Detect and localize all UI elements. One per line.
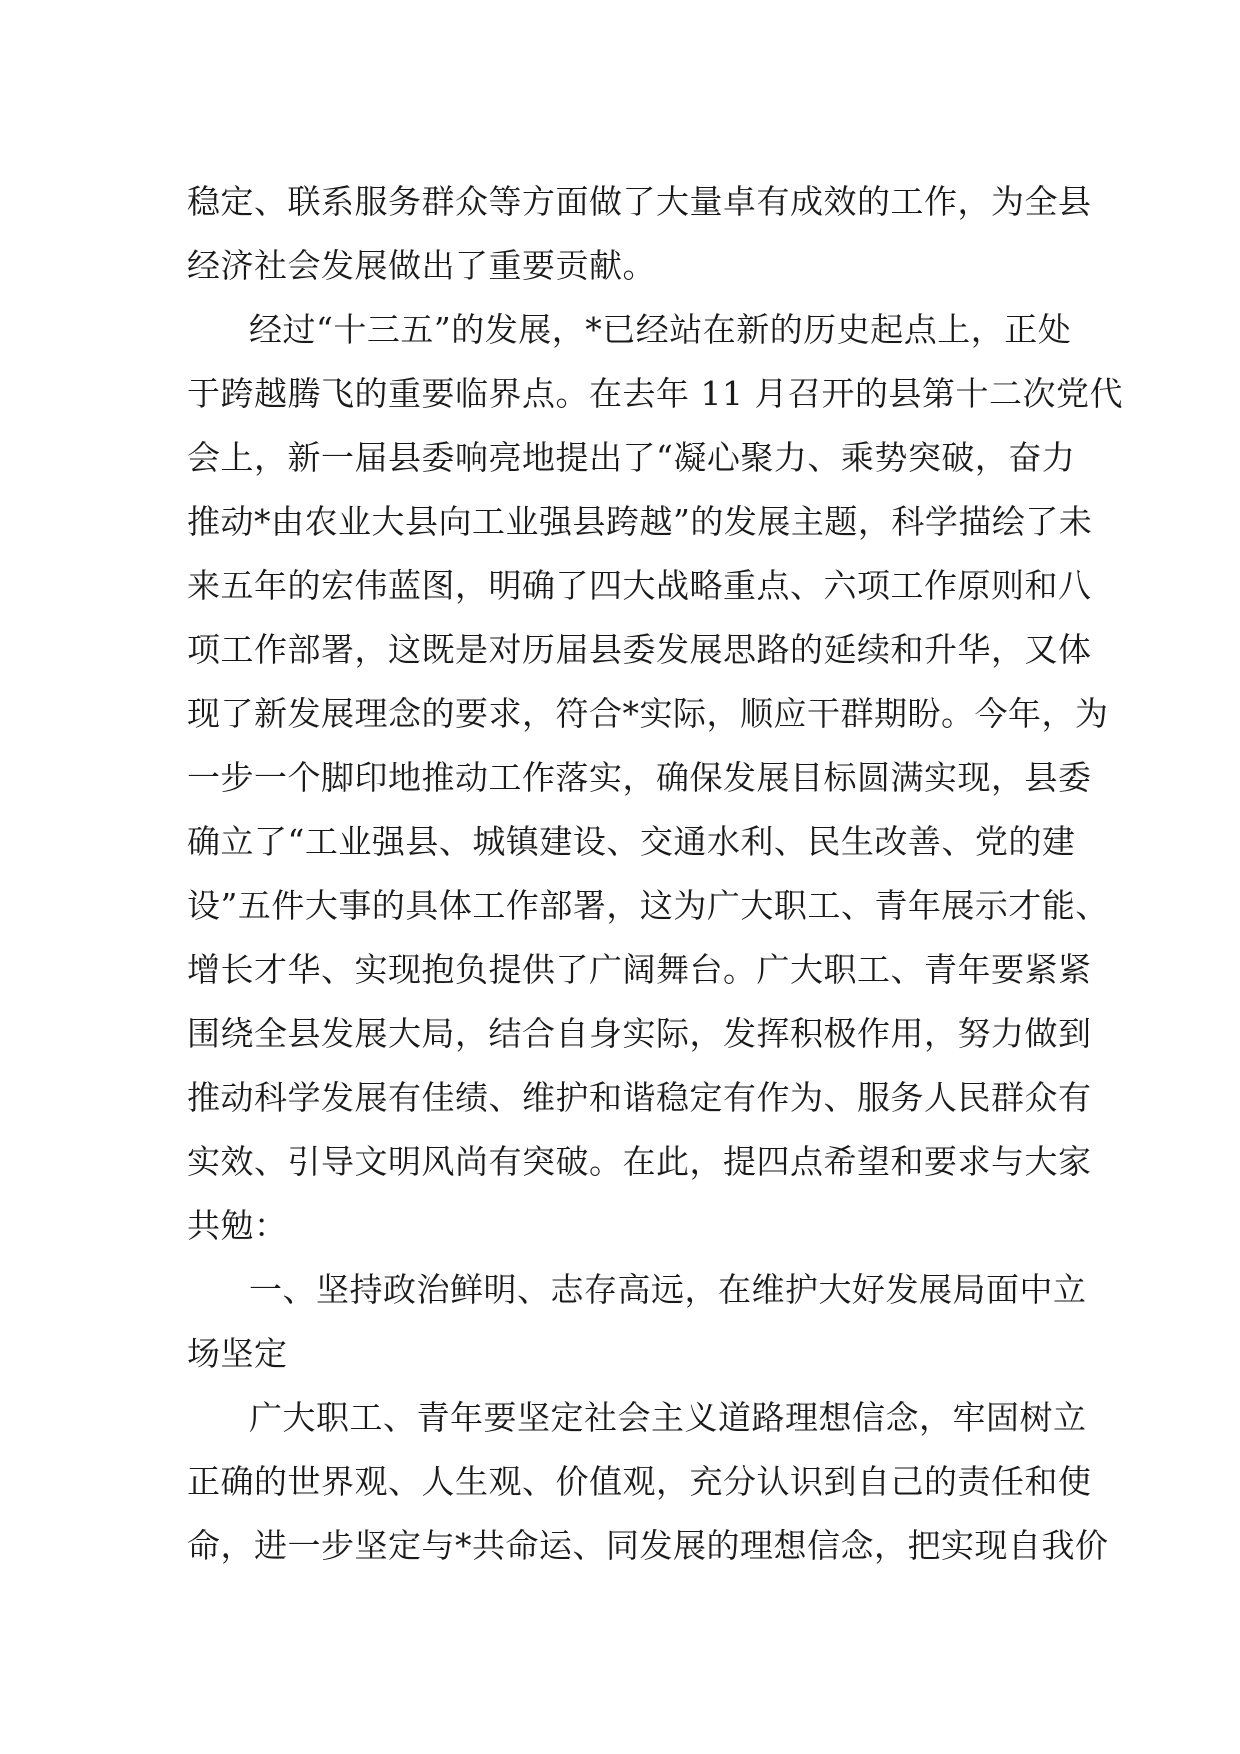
- text-line: 推动科学发展有佳绩、维护和谐稳定有作为、服务人民群众有: [187, 1078, 1092, 1117]
- text-line: 正确的世界观、人生观、价值观，充分认识到自己的责任和使: [187, 1462, 1092, 1501]
- text-line: 经济社会发展做出了重要贡献。: [187, 246, 656, 285]
- text-line: 来五年的宏伟蓝图，明确了四大战略重点、六项工作原则和八: [187, 566, 1092, 605]
- text-line: 围绕全县发展大局，结合自身实际，发挥积极作用，努力做到: [187, 1014, 1092, 1053]
- text-line: 推动*由农业大县向工业强县跨越”的发展主题，科学描绘了未: [187, 502, 1093, 541]
- text-line: 增长才华、实现抱负提供了广阔舞台。广大职工、青年要紧紧: [187, 950, 1092, 989]
- document-body: [187, 170, 1123, 1578]
- section-heading-line: 场坚定: [187, 1334, 288, 1373]
- text-line: 现了新发展理念的要求，符合*实际，顺应干群期盼。今年，为: [187, 694, 1109, 733]
- text-line: 稳定、联系服务群众等方面做了大量卓有成效的工作，为全县: [187, 182, 1092, 221]
- text-line: 于跨越腾飞的重要临界点。在去年 11 月召开的县第十二次党代: [187, 374, 1123, 413]
- text-line: 一步一个脚印地推动工作落实，确保发展目标圆满实现，县委: [187, 758, 1092, 797]
- text-line: 实效、引导文明风尚有突破。在此，提四点希望和要求与大家: [187, 1142, 1092, 1181]
- text-line: 广大职工、青年要坚定社会主义道路理想信念，牢固树立: [249, 1398, 1087, 1437]
- text-line: 设”五件大事的具体工作部署，这为广大职工、青年展示才能、: [187, 886, 1109, 925]
- section-heading-line: 一、坚持政治鲜明、志存高远，在维护大好发展局面中立: [249, 1270, 1087, 1309]
- text-line: 项工作部署，这既是对历届县委发展思路的延续和升华，又体: [187, 630, 1092, 669]
- text-line: 确立了“工业强县、城镇建设、交通水利、民生改善、党的建: [187, 822, 1076, 861]
- text-line: 命，进一步坚定与*共命运、同发展的理想信念，把实现自我价: [187, 1526, 1109, 1565]
- text-line: 经过“十三五”的发展，*已经站在新的历史起点上，正处: [249, 310, 1072, 349]
- text-line: 会上，新一届县委响亮地提出了“凝心聚力、乘势突破，奋力: [187, 438, 1076, 477]
- text-line: 共勉：: [187, 1206, 288, 1245]
